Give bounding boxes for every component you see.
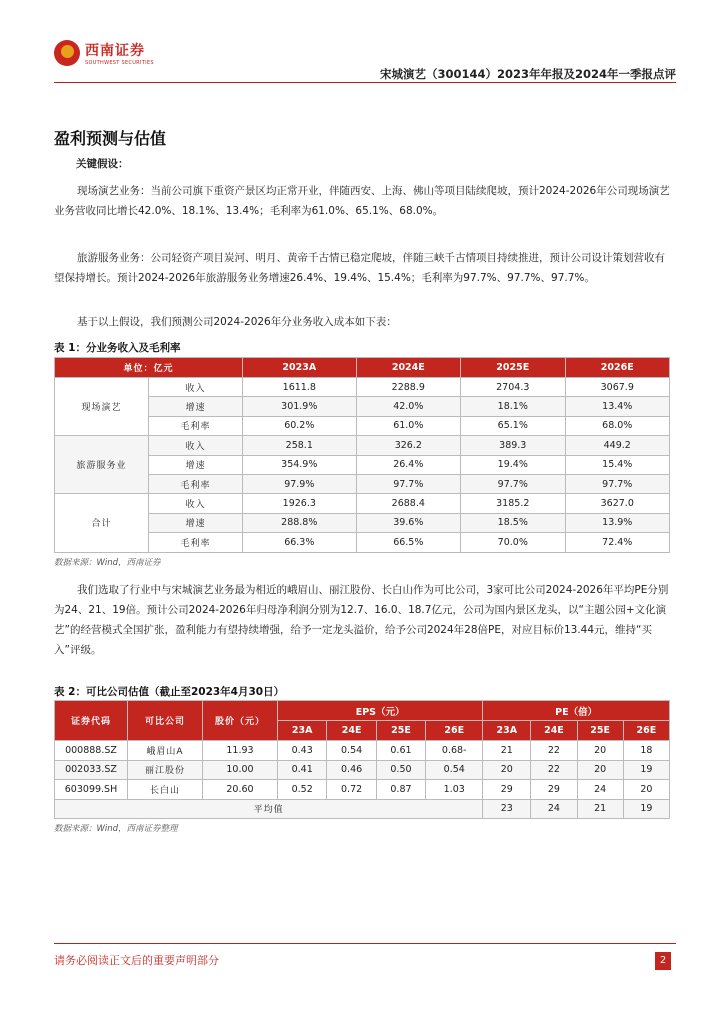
table-row (55, 436, 670, 455)
table-cell: 72.4% (565, 533, 670, 552)
metric-label: 收入 (149, 436, 243, 455)
paragraph-live-performance: 现场演艺业务：当前公司旗下重资产景区均正常开业，伴随西安、上海、佛山等项目陆续爬坡，预计2024-2026年公司现场演艺业务营收同比增长42.0%、18.1%、13.4%；毛利率为61.0%、65.1%、68.0%。 (54, 185, 670, 217)
eps-cell: 0.61 (376, 741, 425, 761)
stock-code: 000888.SZ (55, 741, 128, 761)
table-cell: 449.2 (565, 436, 670, 455)
table-cell: 42.0% (356, 397, 460, 416)
comparable-valuation-table (54, 700, 670, 819)
logo-icon (54, 40, 80, 66)
table-cell: 13.4% (565, 397, 670, 416)
eps-cell: 0.87 (376, 780, 425, 800)
metric-label: 毛利率 (149, 533, 243, 552)
table-cell: 301.9% (243, 397, 357, 416)
table-cell: 68.0% (565, 416, 670, 435)
pe-cell: 20 (483, 760, 531, 780)
eps-cell: 0.43 (278, 741, 327, 761)
year-header: 2023A (243, 358, 357, 378)
code-header: 证券代码 (55, 701, 128, 741)
table-row (55, 780, 670, 800)
eps-cell: 0.68- (426, 741, 483, 761)
table-cell: 39.6% (356, 513, 460, 532)
metric-label: 毛利率 (149, 416, 243, 435)
metric-label: 收入 (149, 494, 243, 513)
pe-cell: 29 (483, 780, 531, 800)
metric-label: 增速 (149, 513, 243, 532)
company-name: 长白山 (128, 780, 203, 800)
section-title: 盈利预测与估值 (54, 129, 167, 148)
eps-cell: 0.54 (426, 760, 483, 780)
table-cell: 60.2% (243, 416, 357, 435)
stock-code: 002033.SZ (55, 760, 128, 780)
year-header: 2024E (356, 358, 460, 378)
table-cell: 26.4% (356, 455, 460, 474)
table-cell: 19.4% (461, 455, 565, 474)
table-cell: 66.5% (356, 533, 460, 552)
table-cell: 61.0% (356, 416, 460, 435)
table2-source: 数据来源：Wind，西南证券整理 (54, 824, 178, 834)
year-header: 26E (426, 721, 483, 741)
stock-price: 10.00 (203, 760, 278, 780)
table1-title: 表 1：分业务收入及毛利率 (54, 342, 181, 354)
pe-cell: 21 (483, 741, 531, 761)
table-cell: 70.0% (461, 533, 565, 552)
pe-cell: 22 (531, 741, 577, 761)
eps-cell: 0.41 (278, 760, 327, 780)
avg-pe-cell: 23 (483, 799, 531, 819)
table-cell: 66.3% (243, 533, 357, 552)
table-cell: 2704.3 (461, 378, 565, 397)
year-header: 2025E (461, 358, 565, 378)
eps-group-header: EPS（元） (278, 701, 483, 721)
pe-cell: 20 (623, 780, 669, 800)
table-cell: 13.9% (565, 513, 670, 532)
eps-cell: 0.54 (327, 741, 376, 761)
table-cell: 97.7% (356, 474, 460, 493)
table-cell: 2688.4 (356, 494, 460, 513)
segment-name: 旅游服务业 (55, 436, 149, 494)
table-header-row (55, 701, 670, 721)
paragraph-forecast-intro: 基于以上假设，我们预测公司2024-2026年分业务收入成本如下表： (77, 316, 397, 328)
table-cell: 18.1% (461, 397, 565, 416)
unit-header: 单位：亿元 (55, 358, 243, 378)
table-cell: 3067.9 (565, 378, 670, 397)
stock-price: 20.60 (203, 780, 278, 800)
company-name: 丽江股份 (128, 760, 203, 780)
pe-cell: 20 (577, 760, 623, 780)
avg-pe-cell: 19 (623, 799, 669, 819)
metric-label: 增速 (149, 397, 243, 416)
page-number: 2 (655, 952, 671, 970)
table-row (55, 760, 670, 780)
table-cell: 3185.2 (461, 494, 565, 513)
average-label: 平均值 (55, 799, 483, 819)
table-header-row (55, 358, 670, 378)
year-header: 23A (278, 721, 327, 741)
paragraph-tourism-service: 旅游服务业务：公司轻资产项目炭河、明月、黄帝千古情已稳定爬坡，伴随三峡千古情项目持续推进，预计公司设计策划营收有望保持增长。预计2024-2026年旅游服务业务增速26.4%、19.4%、15.4%；毛利率为97.7%、97.7%、97.7%。 (54, 252, 665, 284)
eps-cell: 0.72 (327, 780, 376, 800)
table-cell: 1926.3 (243, 494, 357, 513)
table-cell: 97.9% (243, 474, 357, 493)
avg-pe-cell: 24 (531, 799, 577, 819)
metric-label: 增速 (149, 455, 243, 474)
report-title: 宋城演艺（300144）2023年年报及2024年一季报点评 (379, 67, 676, 81)
stock-code: 603099.SH (55, 780, 128, 800)
segment-name: 现场演艺 (55, 378, 149, 436)
table-cell: 389.3 (461, 436, 565, 455)
table-cell: 288.8% (243, 513, 357, 532)
year-header: 25E (376, 721, 425, 741)
table-cell: 15.4% (565, 455, 670, 474)
year-header: 24E (327, 721, 376, 741)
company-header: 可比公司 (128, 701, 203, 741)
year-header: 24E (531, 721, 577, 741)
table-cell: 18.5% (461, 513, 565, 532)
pe-group-header: PE（倍） (483, 701, 670, 721)
logo (54, 40, 154, 66)
pe-cell: 29 (531, 780, 577, 800)
year-header: 25E (577, 721, 623, 741)
key-assumptions-heading: 关键假设： (76, 158, 129, 170)
header-divider (54, 82, 676, 83)
table-row (55, 378, 670, 397)
avg-pe-cell: 21 (577, 799, 623, 819)
table1-source: 数据来源：Wind，西南证券 (54, 558, 161, 568)
year-header: 23A (483, 721, 531, 741)
table-cell: 3627.0 (565, 494, 670, 513)
table-cell: 326.2 (356, 436, 460, 455)
company-name: 峨眉山A (128, 741, 203, 761)
year-header: 2026E (565, 358, 670, 378)
eps-cell: 0.46 (327, 760, 376, 780)
table-cell: 1611.8 (243, 378, 357, 397)
table-cell: 2288.9 (356, 378, 460, 397)
pe-cell: 22 (531, 760, 577, 780)
pe-cell: 24 (577, 780, 623, 800)
segment-name: 合计 (55, 494, 149, 552)
table-cell: 258.1 (243, 436, 357, 455)
table-row (55, 799, 670, 819)
metric-label: 毛利率 (149, 474, 243, 493)
pe-cell: 20 (577, 741, 623, 761)
table2-title: 表 2：可比公司估值（截止至2023年4月30日） (54, 686, 285, 698)
segment-revenue-table (54, 357, 670, 553)
paragraph-valuation: 我们选取了行业中与宋城演艺业务最为相近的峨眉山、丽江股份、长白山作为可比公司，3家可比公司2024-2026年平均PE分别为24、21、19倍。预计公司2024-2026年归母净利润分别为12.7、16.0、18.7亿元，公司为国内景区龙头，以“主题公园+文化演艺”的经营模式全国扩张，盈利能力有望持续增强，给予一定龙头溢价，给予公司2024年28倍PE，对应目标价13.44元，维持“买入”评级。 (54, 584, 669, 656)
stock-price: 11.93 (203, 741, 278, 761)
logo-en: SOUTHWEST SECURITIES (85, 60, 154, 66)
table-cell: 97.7% (461, 474, 565, 493)
metric-label: 收入 (149, 378, 243, 397)
footer-divider (54, 943, 676, 944)
table-row (55, 494, 670, 513)
eps-cell: 0.50 (376, 760, 425, 780)
table-cell: 97.7% (565, 474, 670, 493)
table-cell: 354.9% (243, 455, 357, 474)
table-cell: 65.1% (461, 416, 565, 435)
pe-cell: 18 (623, 741, 669, 761)
table-row (55, 741, 670, 761)
eps-cell: 1.03 (426, 780, 483, 800)
footer-disclaimer: 请务必阅读正文后的重要声明部分 (54, 954, 219, 967)
price-header: 股价（元） (203, 701, 278, 741)
pe-cell: 19 (623, 760, 669, 780)
year-header: 26E (623, 721, 669, 741)
logo-cn: 西南证券 (85, 43, 145, 59)
eps-cell: 0.52 (278, 780, 327, 800)
page-header (54, 38, 676, 84)
